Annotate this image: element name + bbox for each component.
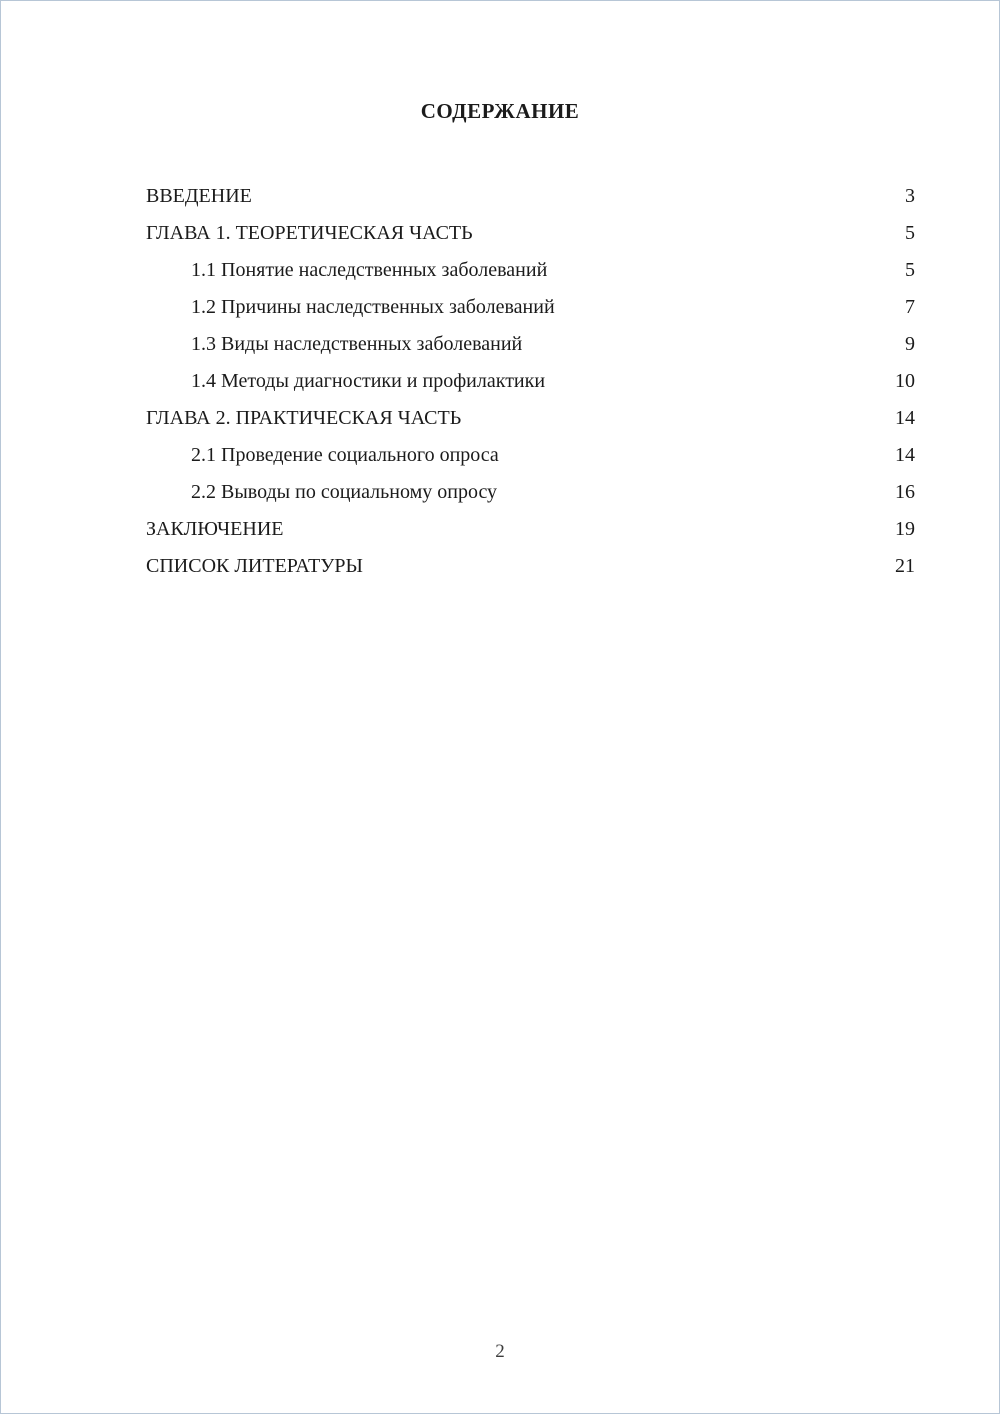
- toc-entry-introduction: [146, 178, 915, 215]
- toc-entry-page: 7: [905, 296, 915, 318]
- toc-entry-page: 19: [895, 518, 915, 540]
- toc-entry-2-2: [146, 474, 915, 511]
- toc-entry-page: 3: [905, 185, 915, 207]
- toc-entry-conclusion: [146, 511, 915, 548]
- toc-entry-bibliography: [146, 548, 915, 585]
- toc-entry-chapter-1: [146, 215, 915, 252]
- toc-entry-label: 1.4 Методы диагностики и профилактики: [191, 370, 546, 392]
- toc-entry-page: 14: [895, 407, 915, 429]
- toc-entry-2-1: [146, 437, 915, 474]
- page-title: СОДЕРЖАНИЕ: [420, 99, 580, 123]
- toc-entry-page: 16: [895, 481, 915, 503]
- page-number: 2: [495, 1341, 505, 1362]
- toc-entry-label: ЗАКЛЮЧЕНИЕ: [146, 518, 284, 540]
- toc-entry-chapter-2: [146, 400, 915, 437]
- toc-entry-label: 2.1 Проведение социального опроса: [191, 444, 499, 466]
- toc-entry-label: ГЛАВА 2. ПРАКТИЧЕСКАЯ ЧАСТЬ: [146, 407, 462, 429]
- toc-entry-page: 9: [905, 333, 915, 355]
- toc-entry-page: 5: [905, 222, 915, 244]
- toc-entry-page: 14: [895, 444, 915, 466]
- toc-entry-label: ВВЕДЕНИЕ: [146, 185, 252, 207]
- toc-entry-label: СПИСОК ЛИТЕРАТУРЫ: [146, 555, 363, 577]
- toc-entry-1-3: [146, 326, 915, 363]
- toc-entry-label: 1.2 Причины наследственных заболеваний: [191, 296, 555, 318]
- toc-entry-1-4: [146, 363, 915, 400]
- toc-entry-1-1: [146, 252, 915, 289]
- toc-entry-label: 2.2 Выводы по социальному опросу: [191, 481, 498, 503]
- toc-entry-page: 21: [895, 555, 915, 577]
- table-of-contents: [146, 178, 915, 585]
- toc-entry-page: 5: [905, 259, 915, 281]
- toc-entry-label: 1.1 Понятие наследственных заболеваний: [191, 259, 548, 281]
- toc-entry-label: 1.3 Виды наследственных заболеваний: [191, 333, 523, 355]
- toc-entry-page: 10: [895, 370, 915, 392]
- toc-entry-1-2: [146, 289, 915, 326]
- toc-entry-label: ГЛАВА 1. ТЕОРЕТИЧЕСКАЯ ЧАСТЬ: [146, 222, 473, 244]
